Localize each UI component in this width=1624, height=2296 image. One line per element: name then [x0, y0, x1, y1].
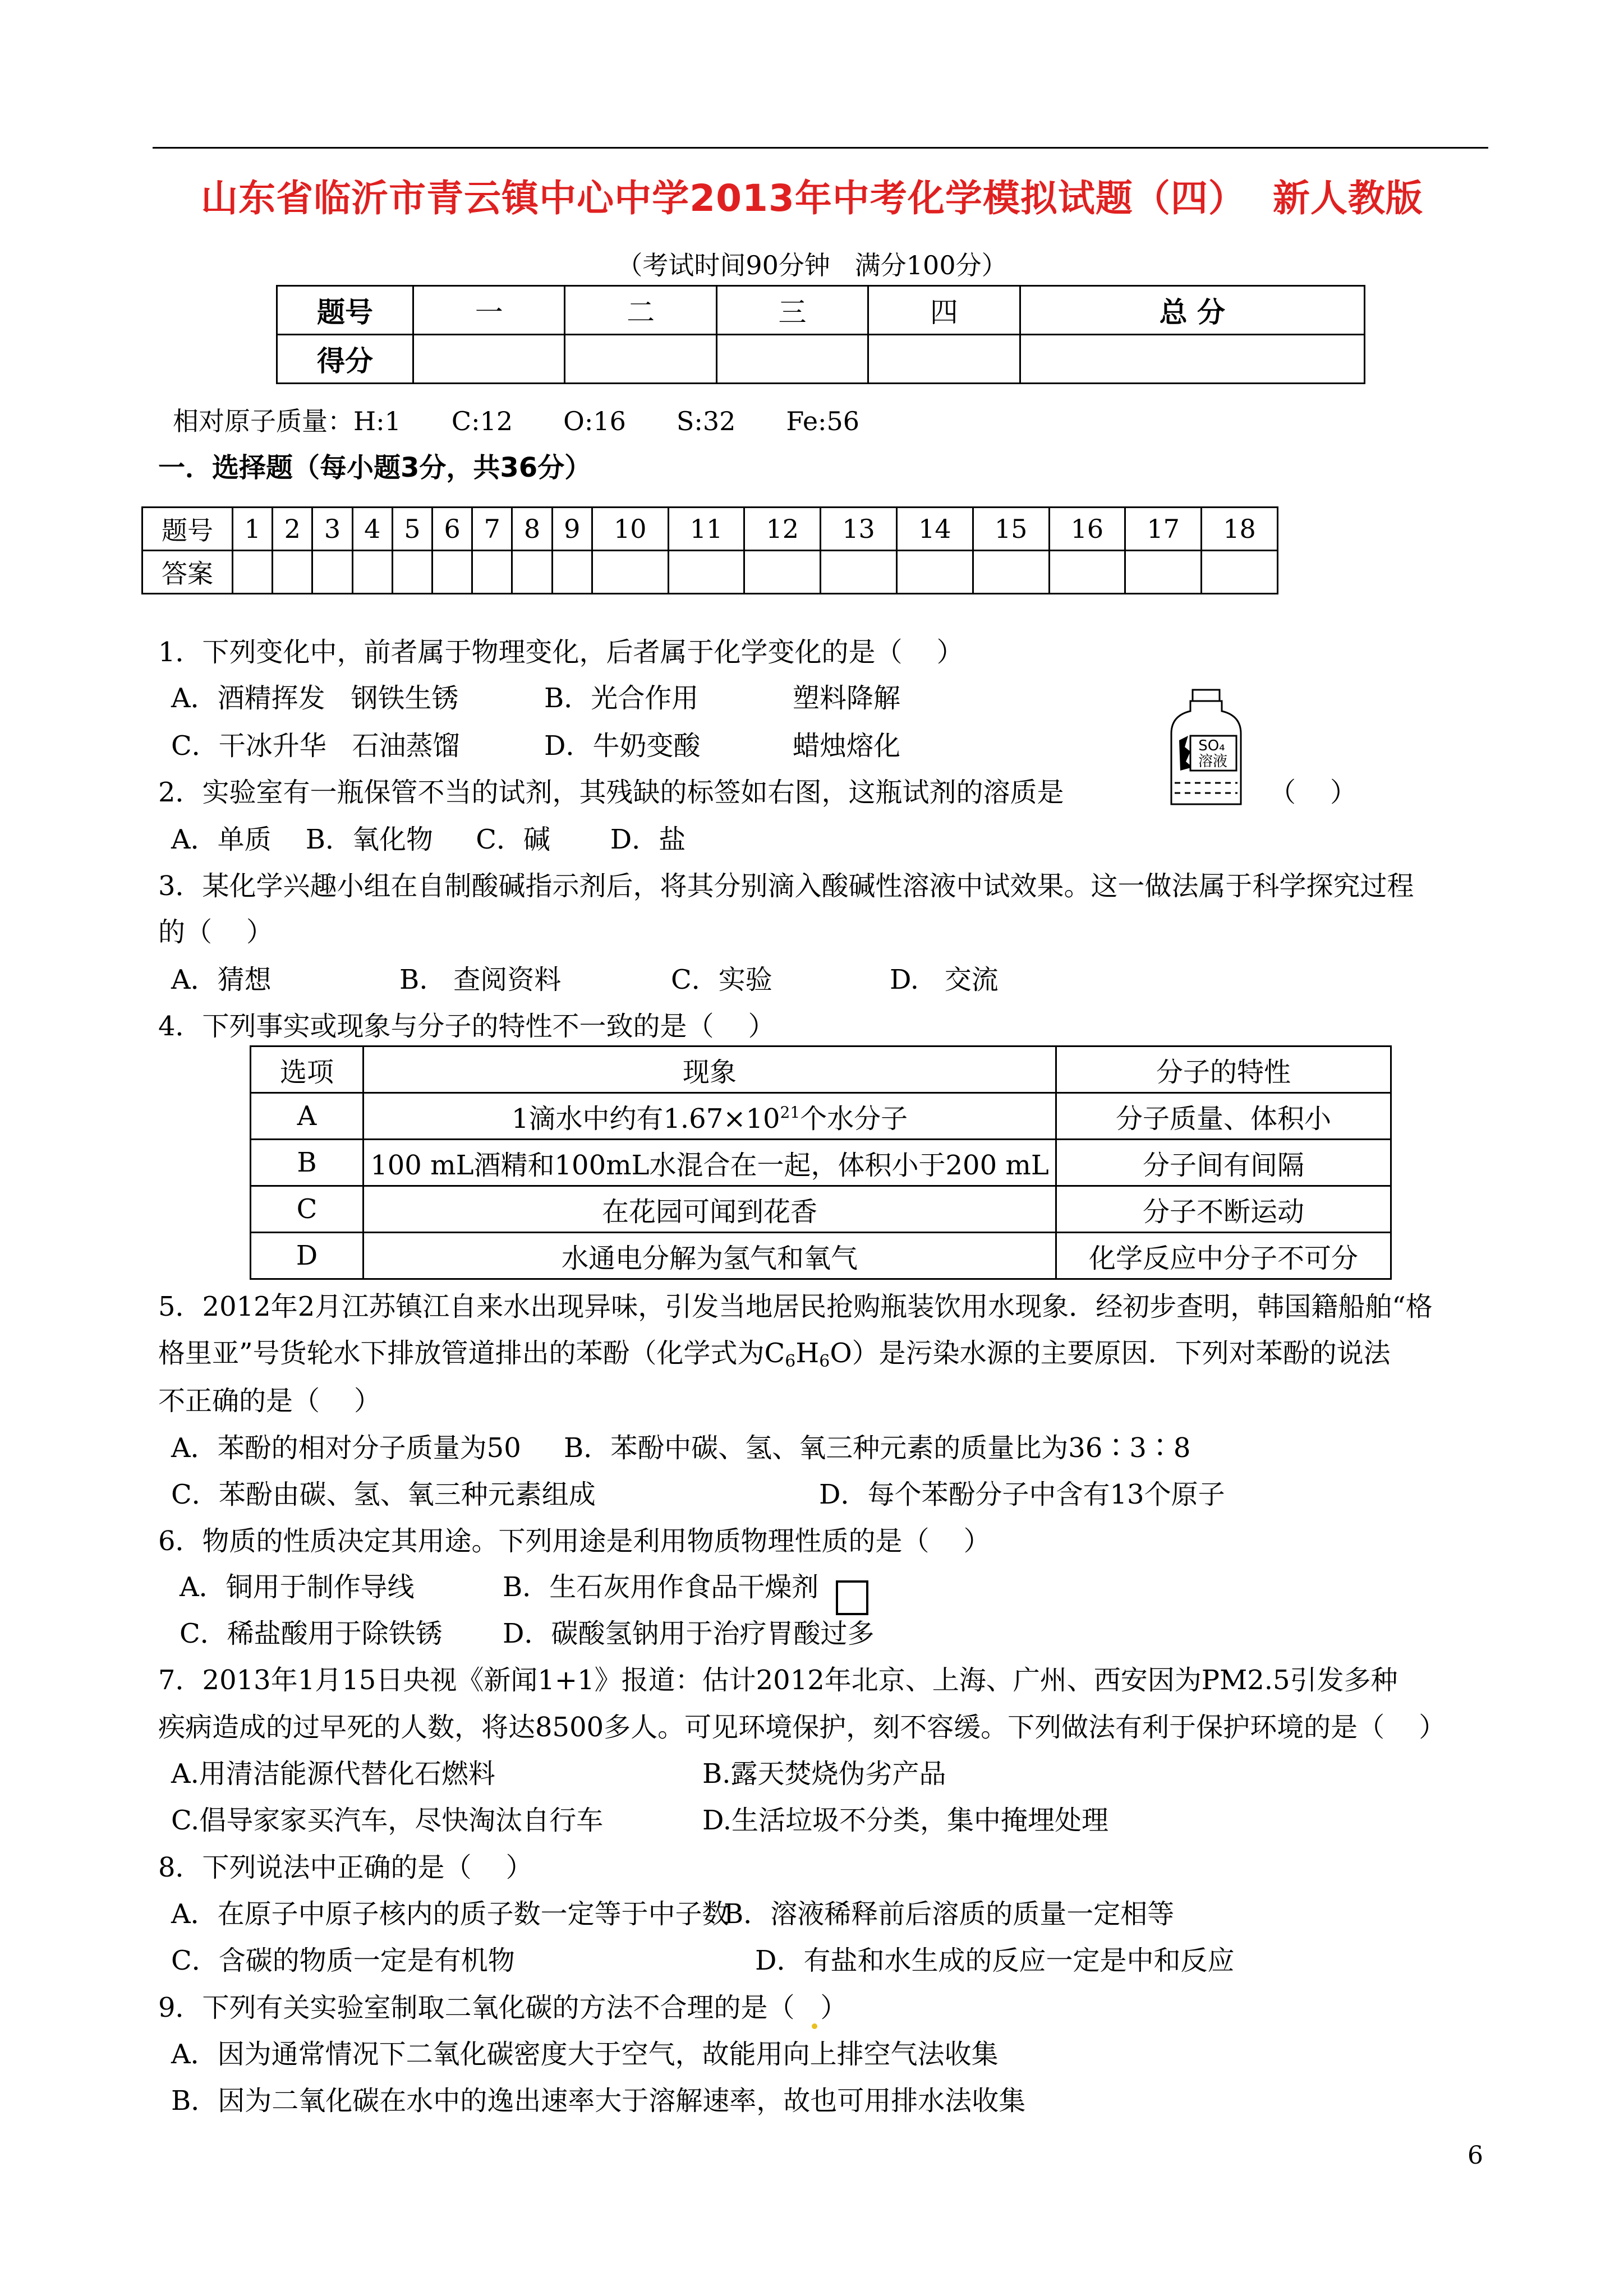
question-1-option-b-2: 塑料降解: [793, 683, 901, 714]
question-6-option-b: B．生石灰用作食品干燥剂: [503, 1571, 819, 1603]
answer-cell[interactable]: [973, 551, 1049, 594]
cell-text: 个水分子: [800, 1103, 908, 1135]
table-cell: 化学反应中分子不可分: [1056, 1233, 1391, 1279]
atomic-mass: S:32: [676, 406, 736, 436]
table-row: [142, 508, 1278, 551]
question-2-options: A．单质 B．氧化物 C．碱 D．盐: [171, 824, 686, 855]
question-3-option-a: A．猜想: [171, 964, 272, 995]
question-5-option-d: D．每个苯酚分子中含有13个原子: [819, 1479, 1225, 1510]
score-cell[interactable]: [565, 335, 716, 384]
table-row: [277, 335, 1365, 384]
bottle-label-line-1: SO₄: [1198, 737, 1225, 754]
question-number-cell: 11: [668, 508, 744, 551]
question-5-stem-3: 不正确的是（ ）: [158, 1385, 381, 1417]
question-number-cell: 4: [352, 508, 392, 551]
table-cell: D: [251, 1233, 364, 1279]
table-cell: 一: [413, 286, 565, 335]
question-5-option-c: C．苯酚由碳、氢、氧三种元素组成: [171, 1479, 596, 1510]
question-2-stem: 2．实验室有一瓶保管不当的试剂，其残缺的标签如右图，这瓶试剂的溶质是: [158, 777, 1064, 808]
question-number-cell: 16: [1049, 508, 1125, 551]
question-number-cell: 9: [552, 508, 592, 551]
question-5-stem-2: [158, 1336, 1391, 1370]
question-4-stem: 4．下列事实或现象与分子的特性不一致的是（ ）: [158, 1011, 775, 1042]
question-number-cell: 2: [273, 508, 312, 551]
highlight-dot: [812, 2023, 817, 2029]
question-6-option-a: A．铜用于制作导线: [180, 1571, 415, 1603]
table-row: [251, 1046, 1391, 1093]
table-cell: C: [251, 1186, 364, 1233]
answer-cell[interactable]: [233, 551, 273, 594]
answer-cell[interactable]: [312, 551, 352, 594]
question-number-cell: 7: [472, 508, 512, 551]
stem-text: H: [795, 1338, 820, 1369]
question-number-cell: 1: [233, 508, 273, 551]
question-7-stem-2: 疾病造成的过早死的人数，将达8500多人。可见环境保护，刻不容缓。下列做法有利于保护环境的是（ ）: [158, 1712, 1446, 1743]
answer-cell[interactable]: [433, 551, 472, 594]
answer-cell[interactable]: [592, 551, 668, 594]
table-cell: A: [251, 1093, 364, 1140]
question-3-option-b: B. 查阅资料: [399, 964, 562, 995]
cell-text: 1滴水中约有1.67×10: [511, 1103, 780, 1135]
question-7-stem: 7．2013年1月15日央视《新闻1+1》报道：估计2012年北京、上海、广州、西安因为PM2.5引发多种: [158, 1665, 1398, 1696]
section-heading: 一．选择题（每小题3分，共36分）: [158, 452, 592, 483]
question-9-stem: 9．下列有关实验室制取二氧化碳的方法不合理的是（ ）: [158, 1992, 848, 2023]
table-cell: 分子质量、体积小: [1056, 1093, 1391, 1140]
question-6-option-d: D．碳酸氢钠用于治疗胃酸过多: [503, 1618, 875, 1649]
answer-cell[interactable]: [821, 551, 897, 594]
score-cell[interactable]: [716, 335, 868, 384]
atomic-mass: Fe:56: [786, 406, 860, 436]
question-1-option-b: B．光合作用: [544, 683, 699, 714]
stem-text: O）是污染水源的主要原因．下列对苯酚的说法: [830, 1338, 1391, 1369]
question-1-option-a: A．酒精挥发 钢铁生锈: [171, 683, 459, 714]
table-cell: 100 mL酒精和100mL水混合在一起，体积小于200 mL: [364, 1140, 1056, 1186]
score-cell[interactable]: [413, 335, 565, 384]
table-cell: 分子间有间隔: [1056, 1140, 1391, 1186]
question-1-option-d: D．牛奶变酸: [544, 730, 701, 762]
question-number-cell: 13: [821, 508, 897, 551]
subscript: 6: [819, 1352, 830, 1371]
question-6-option-c: C．稀盐酸用于除铁锈: [180, 1618, 443, 1649]
question-6-stem: 6．物质的性质决定其用途。下列用途是利用物质物理性质的是（ ）: [158, 1525, 991, 1557]
question-8-option-a: A．在原子中原子核内的质子数一定等于中子数: [171, 1898, 729, 1930]
question-8-option-c: C．含碳的物质一定是有机物: [171, 1945, 515, 1976]
page-title: 山东省临沂市青云镇中心中学2013年中考化学模拟试题（四） 新人教版: [201, 177, 1423, 220]
question-7-option-c: C.倡导家家买汽车，尽快淘汰自行车: [171, 1805, 604, 1836]
answer-cell[interactable]: [512, 551, 552, 594]
question-1-stem: 1．下列变化中，前者属于物理变化，后者属于化学变化的是（ ）: [158, 637, 964, 668]
answer-cell[interactable]: [744, 551, 821, 594]
reagent-bottle-image: [1168, 689, 1244, 808]
stem-text: 格里亚”号货轮水下排放管道排出的苯酚（化学式为C: [158, 1338, 785, 1369]
table-cell: 四: [868, 286, 1020, 335]
question-8-stem: 8．下列说法中正确的是（ ）: [158, 1852, 533, 1883]
question-number-cell: 15: [973, 508, 1049, 551]
question-3-option-c: C．实验: [671, 964, 772, 995]
question-3-stem-2: 的（ ）: [158, 916, 274, 948]
score-cell[interactable]: [868, 335, 1020, 384]
score-cell[interactable]: [1020, 335, 1364, 384]
answer-cell[interactable]: [1202, 551, 1278, 594]
answer-checkbox[interactable]: [836, 1580, 868, 1615]
table-cell: 总 分: [1020, 286, 1364, 335]
question-number-cell: 17: [1125, 508, 1202, 551]
question-5-option-a-b: A．苯酚的相对分子质量为50 B．苯酚中碳、氢、氧三种元素的质量比为36∶3∶8: [171, 1432, 1191, 1464]
question-number-cell: 5: [392, 508, 432, 551]
table-row: [142, 551, 1278, 594]
question-1-option-d-2: 蜡烛熔化: [793, 730, 901, 762]
table-cell: 题号: [277, 286, 413, 335]
question-7-option-a: A.用清洁能源代替化石燃料: [171, 1758, 495, 1790]
question-1-option-c: C．干冰升华 石油蒸馏: [171, 730, 460, 762]
atomic-mass: 相对原子质量：H:1: [173, 406, 401, 436]
table-cell: [364, 1093, 1056, 1140]
table-row: [251, 1093, 1391, 1140]
table-cell: 二: [565, 286, 716, 335]
bottle-label-line-2: 溶液: [1198, 753, 1228, 770]
question-3-stem: 3．某化学兴趣小组在自制酸碱指示剂后，将其分别滴入酸碱性溶液中试效果。这一做法属于科学探究过程: [158, 870, 1414, 902]
answer-cell[interactable]: [1125, 551, 1202, 594]
question-8-option-d: D．有盐和水生成的反应一定是中和反应: [755, 1945, 1235, 1976]
answer-cell[interactable]: [896, 551, 973, 594]
question-2-answer-paren: （ ）: [1269, 777, 1358, 808]
answer-cell[interactable]: [273, 551, 312, 594]
atomic-mass: O:16: [563, 406, 626, 436]
table-header: 分子的特性: [1056, 1046, 1391, 1093]
question-5-stem: 5．2012年2月江苏镇江自来水出现异味，引发当地居民抢购瓶装饮用水现象．经初步查明，韩国籍船舶“格: [158, 1291, 1433, 1322]
table-cell: 得分: [277, 335, 413, 384]
table-row: [251, 1233, 1391, 1279]
question-9-option-b: B．因为二氧化碳在水中的逸出速率大于溶解速率，故也可用排水法收集: [171, 2085, 1026, 2117]
atomic-mass: C:12: [451, 406, 513, 436]
question-8-option-b: B．溶液稀释前后溶质的质量一定相等: [724, 1898, 1175, 1930]
question-number-cell: 6: [433, 508, 472, 551]
answer-cell[interactable]: [552, 551, 592, 594]
answer-cell[interactable]: [392, 551, 432, 594]
exam-info: （考试时间90分钟 满分100分）: [617, 250, 1007, 280]
table-cell: B: [251, 1140, 364, 1186]
top-rule: [153, 147, 1488, 149]
answer-cell[interactable]: [1049, 551, 1125, 594]
question-number-cell: 3: [312, 508, 352, 551]
table-cell: 分子不断运动: [1056, 1186, 1391, 1233]
question-7-option-b: B.露天焚烧伪劣产品: [702, 1758, 946, 1790]
question-7-option-d: D.生活垃圾不分类，集中掩埋处理: [702, 1805, 1109, 1836]
question-number-cell: 12: [744, 508, 821, 551]
table-row: [277, 286, 1365, 335]
table-cell: 三: [716, 286, 868, 335]
table-cell: 在花园可闻到花香: [364, 1186, 1056, 1233]
question-3-option-d: D. 交流: [890, 964, 999, 995]
score-table: [276, 285, 1365, 384]
superscript: 21: [780, 1103, 801, 1122]
page-number: 6: [1467, 2141, 1483, 2170]
question-9-option-a: A．因为通常情况下二氧化碳密度大于空气，故能用向上排空气法收集: [171, 2039, 999, 2070]
table-header: 现象: [364, 1046, 1056, 1093]
answer-cell[interactable]: [352, 551, 392, 594]
bottle-stopper: [1193, 690, 1220, 701]
table-cell: 题号: [142, 508, 233, 551]
subscript: 6: [785, 1352, 796, 1371]
question-number-cell: 8: [512, 508, 552, 551]
table-cell: 水通电分解为氢气和氧气: [364, 1233, 1056, 1279]
question-4-table: [250, 1045, 1392, 1280]
answer-cell[interactable]: [472, 551, 512, 594]
table-row: [251, 1186, 1391, 1233]
table-header: 选项: [251, 1046, 364, 1093]
answer-cell[interactable]: [668, 551, 744, 594]
answer-table: [141, 506, 1278, 594]
atomic-masses: [173, 401, 910, 438]
table-cell: 答案: [142, 551, 233, 594]
question-number-cell: 10: [592, 508, 668, 551]
question-number-cell: 14: [896, 508, 973, 551]
table-row: [251, 1140, 1391, 1186]
question-number-cell: 18: [1202, 508, 1278, 551]
